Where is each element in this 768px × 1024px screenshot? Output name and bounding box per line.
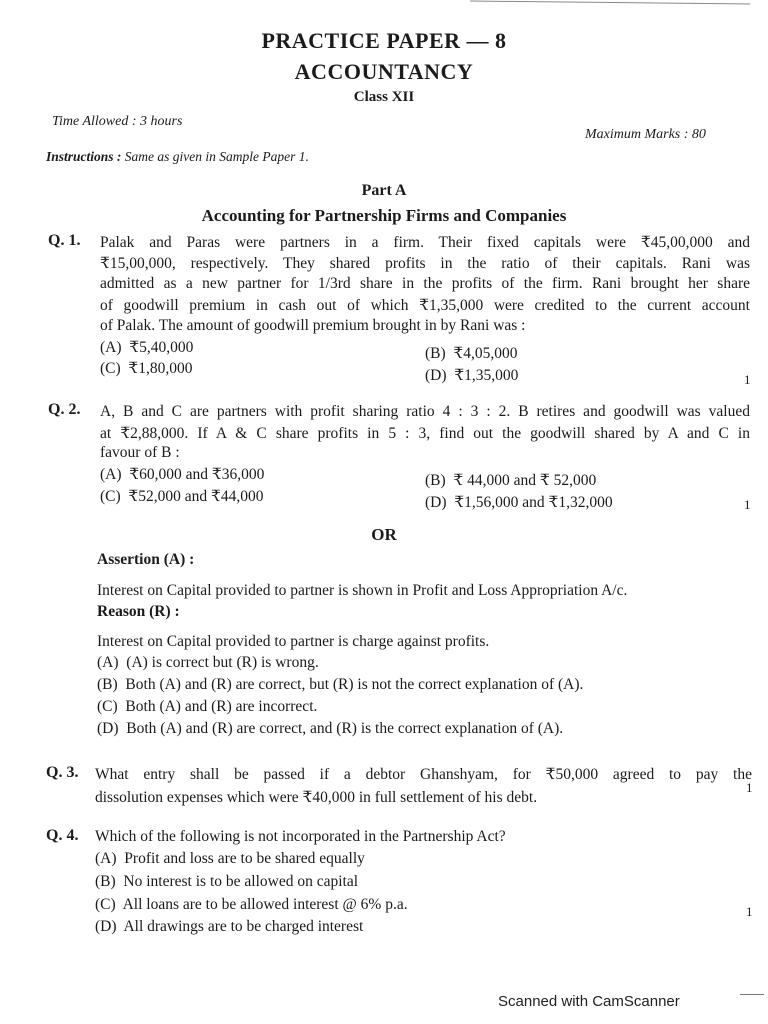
option-c: (C) ₹1,80,000: [100, 360, 193, 377]
class-label: Class XII: [353, 89, 415, 105]
marks-label: 1: [744, 497, 751, 512]
question-text-line: favour of B :: [100, 444, 180, 461]
part-title: Accounting for Partnership Firms and Companies: [201, 206, 567, 225]
instructions-label: Instructions :: [46, 149, 122, 164]
question-text-line: What entry shall be passed if a debtor Ghanshyam, for ₹50,000 agreed to pay the: [95, 766, 752, 783]
option-b: (B) No interest is to be allowed on capital: [95, 873, 359, 890]
option-a: (A) (A) is correct but (R) is wrong.: [97, 654, 319, 671]
option-d: (D) All drawings are to be charged interest: [95, 918, 364, 935]
option-d: (D) ₹1,56,000 and ₹1,32,000: [425, 494, 613, 511]
question-text-line: admitted as a new partner for 1/3rd share in the profits of the firm. Rani brought her share: [100, 275, 750, 292]
question-number: Q. 1.: [48, 232, 81, 249]
bottom-edge-line: [740, 994, 764, 995]
reason-text: Interest on Capital provided to partner is charge against profits.: [97, 633, 490, 650]
question-text-line: ₹15,00,000, respectively. They shared profits in the ratio of their capitals. Rani was: [100, 255, 750, 272]
option-c: (C) Both (A) and (R) are incorrect.: [97, 698, 318, 715]
question-text-line: Palak and Paras were partners in a firm. Their fixed capitals were ₹45,00,000 and: [100, 234, 750, 251]
assertion-label: Assertion (A) :: [97, 551, 195, 568]
part-label: Part A: [361, 182, 407, 199]
marks-label: 1: [746, 904, 753, 919]
option-a: (A) ₹5,40,000: [100, 339, 194, 356]
question-text-line: A, B and C are partners with profit sharing ratio 4 : 3 : 2. B retires and goodwill was valued: [100, 403, 750, 420]
option-c: (C) All loans are to be allowed interest @ 6% p.a.: [95, 896, 408, 913]
option-c: (C) ₹52,000 and ₹44,000: [100, 488, 264, 505]
question-text: Which of the following is not incorporated in the Partnership Act?: [95, 828, 506, 845]
subject-title: ACCOUNTANCY: [294, 59, 474, 84]
option-d: (D) Both (A) and (R) are correct, and (R) is the correct explanation of (A).: [97, 720, 564, 737]
assertion-text: Interest on Capital provided to partner is shown in Profit and Loss Appropriation A/c.: [97, 582, 628, 599]
marks-label: 1: [746, 780, 753, 795]
question-number: Q. 3.: [46, 764, 79, 781]
paper-title: PRACTICE PAPER — 8: [261, 28, 507, 53]
option-d: (D) ₹1,35,000: [425, 367, 519, 384]
question-number: Q. 2.: [48, 401, 81, 418]
instructions-text: Same as given in Sample Paper 1.: [124, 149, 309, 164]
question-text-line: of goodwill premium in cash out of which ₹1,35,000 were credited to the current account: [100, 297, 750, 314]
instructions: [46, 149, 309, 165]
option-b: (B) Both (A) and (R) are correct, but (R) is not the correct explanation of (A).: [97, 676, 584, 693]
question-text-line: of Palak. The amount of goodwill premium brought in by Rani was :: [100, 317, 526, 334]
question-number: Q. 4.: [46, 827, 79, 844]
maximum-marks: Maximum Marks : 80: [585, 127, 706, 142]
top-edge-line: [470, 1, 750, 5]
option-a: (A) Profit and loss are to be shared equally: [95, 850, 365, 867]
question-text-line: dissolution expenses which were ₹40,000 in full settlement of his debt.: [95, 789, 538, 806]
option-b: (B) ₹4,05,000: [425, 345, 518, 362]
option-a: (A) ₹60,000 and ₹36,000: [100, 466, 265, 483]
option-b: (B) ₹ 44,000 and ₹ 52,000: [425, 472, 597, 489]
scanner-watermark: Scanned with CamScanner: [498, 993, 680, 1010]
or-divider: OR: [371, 525, 397, 544]
time-allowed: Time Allowed : 3 hours: [52, 114, 183, 129]
reason-label: Reason (R) :: [97, 603, 180, 620]
marks-label: 1: [744, 372, 751, 387]
question-text-line: at ₹2,88,000. If A & C share profits in 5 : 3, find out the goodwill shared by A and C in: [100, 425, 750, 442]
